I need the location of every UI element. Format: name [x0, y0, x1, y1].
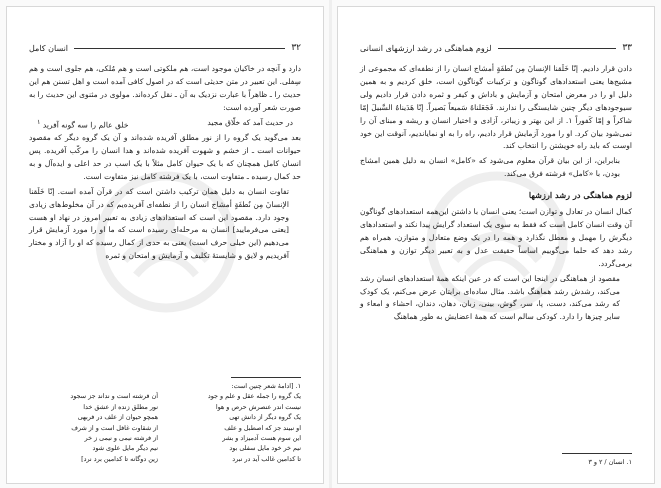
- poem-line: او نبیند جز که اصطبل و علف: [224, 423, 301, 432]
- footnote-ref: ۱: [37, 118, 41, 126]
- page-number: ۳۲: [291, 43, 301, 53]
- poem-line: نیم خر خود مایل سفلی بود: [229, 444, 301, 453]
- page-body: [360, 63, 632, 326]
- paragraph: دادن قرار دادیم. إنّا خَلَقنا الإنسانَ مِن نُطفَةٍ أمشاج انسان را از نطفه‌ای که مجموعی از مشیج‌ها یعنی استعدادهای گوناگون و ترکیبات گوناگون است، خلق کردیم و به همین دلیل او را در معرض امتحان و آزمایش و باداش و کیفر و ثمره دادن قرار دادیم ولی سیوجودهای دیگر چنین شایستگی را ندارند. فَجَعَلناهُ سَميعاً بَصيراً. إنّا هَدَيناهُ السَّبيلَ إمّا شاكراً و إمّا كَفوراً ۱. از این بهتر و زیباتر، آزادی و اختیار انسان و ریشه و مبنای آن را نمی‌شود بیان کرد. او را مورد آزمایش قرار دادیم، راه را به او نمایاندیم، آنوقت این خود اوست که باید راه خویشتن را انتخاب کند.: [360, 64, 632, 151]
- paragraph: مقصود از هماهنگی در اینجا این است که در عین اینکه همهٔ استعدادهای انسان رشد می‌کند، رشدش رشد هماهنگ باشد. مثال ساده‌ای برایتان عرض می‌کنم، یک کودک که رشد می‌کند، دست، پا، سر، گوش، بینی، زبان، دهان، دندان، احشاء و امعاء و سایر چیزها را دارد. کودکی سالم است که همهٔ اعضایش به طور هماهنگ: [360, 273, 620, 322]
- poem-line: این سوم هست آدمیزاد و بشر: [222, 434, 301, 443]
- verse-hemistich-right: در حدیث آمد که خلّاق مجید: [207, 117, 293, 127]
- footnote-poem: [29, 391, 301, 464]
- poem-line: نور مطلق زنده از عشق خدا: [83, 402, 158, 411]
- left-page: [6, 6, 324, 484]
- poem-line: یک گروه را جمله عقل و علم و جود: [207, 392, 301, 401]
- paragraph: تفاوت انسان به دلیل همان ترکیب داشتن است که در قرآن آمده است. إنّا خَلَقنا الإنسانَ مِن نُطفَةٍ أمشاج انسان را از نطفه‌ای آفریده‌یم که در آن مخلوط‌های زیادی وجود دارد. مقصود این است که استعدادهای زیادی به تعبیر امروز در نهاد او هست [یعنی می‌فرمایید] انسان به مرحله‌ای رسیده است که ما او را مورد آزمایش قرار می‌دهیم (این خیلی حرف است) یعنی به حدی از کمال رسیده که او را آزاد و مختار آفریدیم و لایق و شایستهٔ تکلیف و آزمایش و امتحان و ثمره: [29, 186, 289, 261]
- poem-line: از فرشته نیمی و نیمی ز خر: [84, 434, 158, 443]
- poem-line: نیم دیگر مایل علوی شود: [92, 444, 158, 453]
- footnote-rule: [231, 377, 301, 378]
- poem-line: آن فرشته است و نداند جز سجود: [70, 392, 158, 401]
- book-gutter: [329, 0, 332, 488]
- paragraph: بنابراین، از این بیان قرآن معلوم می‌شود که «کامل» انسان به دلیل همین امشاج بودن، با «کامل» فرشته فرق می‌کند.: [360, 156, 620, 179]
- page-number: ۳۳: [622, 43, 632, 53]
- header-rule: [74, 48, 285, 49]
- right-page: [337, 6, 655, 484]
- poem-line: از شقاوت غافل است و از شرف: [71, 423, 158, 432]
- footnote-rule: [562, 453, 632, 454]
- poem-line: همچو حیوان از علف در فربهی: [77, 413, 158, 422]
- poem-line: یک گروه دیگر از دانش تهی: [229, 413, 301, 422]
- poem-line: نیست اندر عنصرش حرص و هوا: [215, 402, 301, 411]
- poem-line: زین دوگانه تا کدامین برد نرد]: [81, 454, 158, 463]
- footnote: ۱. انسان / ۲ و ۳: [588, 458, 632, 466]
- verse-line: [29, 117, 301, 132]
- footnote: [29, 381, 301, 464]
- running-title: انسان کامل: [29, 43, 69, 53]
- page-header: [29, 41, 301, 55]
- header-rule: [498, 48, 617, 49]
- running-title: لزوم هماهنگی در رشد ارزشهای انسانی: [360, 43, 492, 53]
- poem-line: تا کدامین غالب آید در نبرد: [232, 454, 301, 463]
- paragraph: دارد و آنچه در خاکیان موجود است، هم ملکوتی است و هم مُلکی، هم جلوی است و هم سِفلی. این تعبیر در متن حدیثی است که در اصول کافی آمده است و اهل تسنن هم این حدیث را ـ ظاهراً با عبارت نزدیک به آن ـ نقل کرده‌اند. مولوی در مثنوی این حدیث را به صورت شعر آورده است:: [29, 64, 301, 112]
- section-heading: لزوم هماهنگی در رشد ارزشها: [528, 190, 632, 201]
- paragraph: بعد می‌گوید یک گروه را از نور مطلق آفریده شده‌اند و آن یک گروه دیگر که مقصود حیوانات است ـ از خشم و شهوت آفریده شده‌اند و هدا انسان را مرکّب آفریده. پس انسان کامل همچنان که با یک حیوان کامل مثلاً با یک اسب در حد اعلی و ایده‌آل و به حد کمال رسیده ـ متفاوت است، با یک فرشته کامل نیز متفاوت است.: [29, 133, 301, 181]
- paragraph: کمال انسان در تعادل و توازن است؛ یعنی انسان با داشتن این‌همه استعدادهای گوناگون آن وقت انسان کامل است که فقط به سوی یک استعداد گرایش پیدا نکند و استعدادهای دیگرش را مهمل و معطل نگذارد و همه را در یک وضع متعادل و متوازن، همراه هم رشد دهد که حلما می‌گوییم اساساً حقیقت عدل و به تعبیر دیگر توازن و هماهنگی برمی‌گردد.: [360, 207, 632, 268]
- footnote-heading: ۱. [ادامهٔ شعر چنین است:: [231, 382, 301, 390]
- page-header: [360, 41, 632, 55]
- page-body: [29, 63, 301, 265]
- verse-hemistich-left: خلق عالم را سه گونه آفرید $^۱$: [37, 118, 129, 130]
